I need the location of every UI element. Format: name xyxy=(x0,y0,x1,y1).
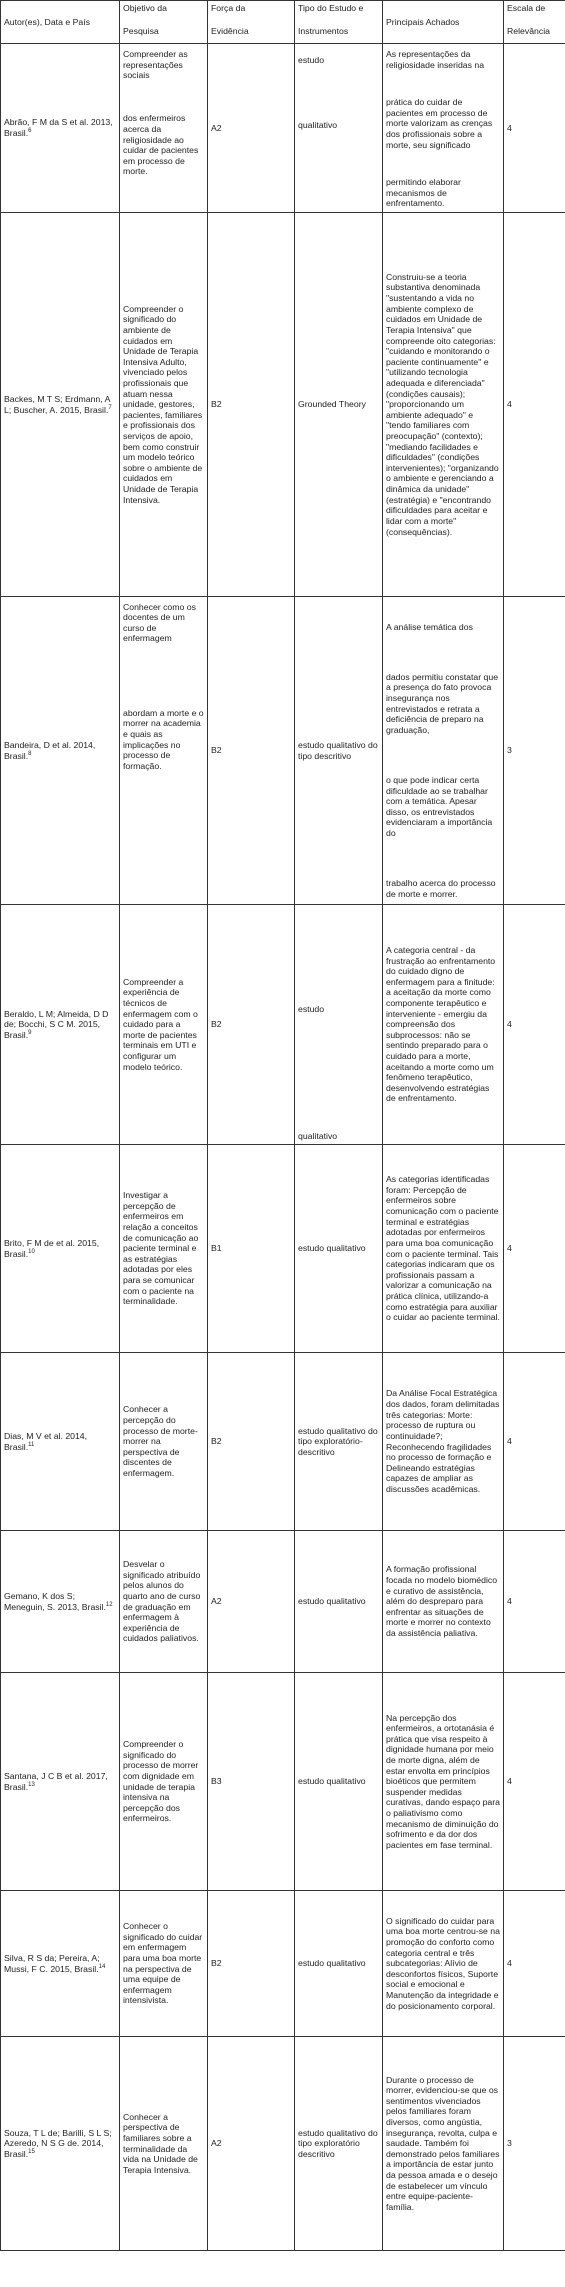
evidence-cell: B1 xyxy=(208,1145,295,1353)
type-cell: estudo qualitativo do tipo descritivo xyxy=(295,597,383,905)
type-cell: Grounded Theory xyxy=(295,213,383,597)
author-cell: Souza, T L de; Barilli, S L S; Azeredo, N S G de. 2014, Brasil.$^{15}$ xyxy=(1,2037,120,2251)
findings-cell: A formação profissional focada no modelo biomédico e curativo de assistência, além do despreparo para enfrentar as situações de morte e morrer no contexto da assistência paliativa. xyxy=(383,1531,504,1673)
header-scale: Escala de Relevância xyxy=(504,1,565,44)
table-row xyxy=(1,1145,565,1353)
table-row xyxy=(1,213,565,597)
author-cell: Santana, J C B et al. 2017, Brasil.$^{13}$ xyxy=(1,1673,120,1891)
scale-cell: 4 xyxy=(504,1891,565,2037)
objective-cell: Compreender o significado do ambiente de cuidados em Unidade de Terapia Intensiva Adulto, vivenciado pelos profissionais que atuam nessa unidade, gestores, pacientes, familiares e profissionais dos serviços de apoio, bem como construir um modelo teórico sobre o ambiente de cuidados em Unidade de Terapia Intensiva. xyxy=(120,213,208,597)
evidence-cell: B2 xyxy=(208,905,295,1145)
objective-cell: Compreender o significado do processo de morrer com dignidade em unidade de terapia intensiva na percepção dos enfermeiros. xyxy=(120,1673,208,1891)
author-cell: Silva, R S da; Pereira, A; Mussi, F C. 2015, Brasil.$^{14}$ xyxy=(1,1891,120,2037)
type-cell: estudo qualitativo xyxy=(295,1891,383,2037)
table-row xyxy=(1,1353,565,1531)
objective-cell: Conhecer a percepção do processo de morte-morrer na perspectiva de discentes de enfermagem. xyxy=(120,1353,208,1531)
author-cell: Dias, M V et al. 2014, Brasil.$^{11}$ xyxy=(1,1353,120,1531)
objective-cell: Compreender a experiência de técnicos de enfermagem com o cuidado para a morte de pacientes terminais em UTI e configurar um modelo teórico. xyxy=(120,905,208,1145)
table-row xyxy=(1,1531,565,1673)
author-cell: Gemano, K dos S; Meneguin, S. 2013, Brasil.$^{12}$ xyxy=(1,1531,120,1673)
evidence-cell: B2 xyxy=(208,597,295,905)
objective-cell: Desvelar o significado atribuído pelos alunos do quarto ano de curso de graduação em enfermagem à experiência de cuidados paliativos. xyxy=(120,1531,208,1673)
findings-cell: As categorias identificadas foram: Percepção de enfermeiros sobre comunicação com o paciente terminal e estratégias adotadas por enfermeiros para uma boa comunicação com o paciente terminal. Tais categorias indicaram que os profissionais passam a valorizar a comunicação na prática clínica, utilizando-a como estratégia para auxiliar o cuidar ao paciente terminal. xyxy=(383,1145,504,1353)
findings-cell: Na percepção dos enfermeiros, a ortotanásia é prática que visa respeito à dignidade humana por meio de morte digna, além de estar envolta em princípios bioéticos que permitem suspender medidas curativas, dando espaço para o paliativismo como mecanismo de diminuição do sofrimento e da dor dos pacientes em fase terminal. xyxy=(383,1673,504,1891)
table-row xyxy=(1,1673,565,1891)
table-row xyxy=(1,2037,565,2251)
scale-cell: 4 xyxy=(504,213,565,597)
findings-cell: Da Análise Focal Estratégica dos dados, foram delimitadas três categorias: Morte: processo de ruptura ou continuidade?; Reconhecendo fragilidades no processo de formação e Delineando estratégias capazes de ampliar as discussões acadêmicas. xyxy=(383,1353,504,1531)
type-cell: estudo qualitativo xyxy=(295,1531,383,1673)
scale-cell: 3 xyxy=(504,2037,565,2251)
objective-cell: Conhecer a perspectiva de familiares sobre a terminalidade da vida na Unidade de Terapia Intensiva. xyxy=(120,2037,208,2251)
type-cell: estudo qualitativo xyxy=(295,1145,383,1353)
header-objective: Objetivo da Pesquisa xyxy=(120,1,208,44)
findings-cell: Construiu-se a teoria substantiva denominada "sustentando a vida no ambiente complexo de cuidados em Unidade de Terapia Intensiva" que compreende oito categorias: "cuidando e monitorando o paciente continuamente" e "utilizando tecnologia adequada e diferenciada" (condições causais); "proporcionando um ambiente adequado" e "tendo familiares com preocupação" (contexto); "mediando facilidades e dificuldades" (condições intervenientes); "organizando o ambiente e gerenciando a dinâmica da unidade" (estratégia) e "encontrando dificuldades para aceitar e lidar com a morte" (consequências). xyxy=(383,213,504,597)
scale-cell: 4 xyxy=(504,1673,565,1891)
author-cell: Backes, M T S; Erdmann, A L; Buscher, A. 2015, Brasil.$^7$ xyxy=(1,213,120,597)
scale-cell: 4 xyxy=(504,905,565,1145)
findings-cell: A categoria central - da frustração ao enfrentamento do cuidado digno de enfermagem para a finitude: a aceitação da morte como componente terapêutico e interveniente - emergiu da compreensão dos subprocessos: não se sentindo preparado para o cuidado para a morte, aceitando a morte como um fenômeno terapêutico, desenvolvendo estratégias de enfrentamento. xyxy=(383,905,504,1145)
evidence-cell: B3 xyxy=(208,1673,295,1891)
author-cell: Abrão, F M da S et al. 2013, Brasil.$^6$ xyxy=(1,44,120,213)
type-cell: estudo qualitativo do tipo exploratório descritivo xyxy=(295,2037,383,2251)
evidence-cell: A2 xyxy=(208,1531,295,1673)
header-findings: Principais Achados xyxy=(383,1,504,44)
scale-cell: 4 xyxy=(504,44,565,213)
scale-cell: 3 xyxy=(504,597,565,905)
evidence-cell: B2 xyxy=(208,213,295,597)
scale-cell: 4 xyxy=(504,1531,565,1673)
findings-cell: O significado do cuidar para uma boa morte centrou-se na promoção do conforto como categoria central e três subcategorias: Alívio de desconfortos físicos, Suporte social e emocional e Manutenção da integridade e do posicionamento corporal. xyxy=(383,1891,504,2037)
objective-cell: Investigar a percepção de enfermeiros em relação a conceitos de comunicação ao paciente terminal e as estratégias adotadas por eles para se comunicar com o paciente na terminalidade. xyxy=(120,1145,208,1353)
author-cell: Bandeira, D et al. 2014, Brasil.$^8$ xyxy=(1,597,120,905)
objective-cell: Compreender as representações sociais dos enfermeiros acerca da religiosidade ao cuidar de pacientes em processo de morte. xyxy=(120,44,208,213)
findings-cell: Durante o processo de morrer, evidenciou-se que os sentimentos vivenciados pelos familiares foram diversos, como angústia, insegurança, revolta, culpa e saudade. Também foi demonstrado pelos familiares a importância de estar junto da pessoa amada e o desejo de estabelecer um vínculo entre equipe-paciente-família. xyxy=(383,2037,504,2251)
author-cell: Beraldo, L M; Almeida, D D de; Bocchi, S C M. 2015, Brasil.$^9$ xyxy=(1,905,120,1145)
evidence-cell: B2 xyxy=(208,1891,295,2037)
findings-cell: A análise temática dos dados permitiu constatar que a presença do fato provoca insegurança nos entrevistados e retrata a deficiência de preparo na graduação, o que pode indicar certa dificuldade ao se trabalhar com a temática. Apesar disso, os entrevistados evidenciaram a importância do trabalho acerca do processo de morte e morrer. xyxy=(383,597,504,905)
header-evidence: Força da Evidência xyxy=(208,1,295,44)
scale-cell: 4 xyxy=(504,1353,565,1531)
evidence-cell: A2 xyxy=(208,2037,295,2251)
type-cell: estudo qualitativo xyxy=(295,1673,383,1891)
type-cell: estudo qualitativo do tipo exploratório-descritivo xyxy=(295,1353,383,1531)
table-row xyxy=(1,1891,565,2037)
findings-cell: As representações da religiosidade inseridas na prática do cuidar de pacientes em processo de morte valorizam as crenças dos profissionais sobre a morte, seu significado permitindo elaborar mecanismos de enfrentamento. xyxy=(383,44,504,213)
header-study-type: Tipo do Estudo e Instrumentos xyxy=(295,1,383,44)
evidence-cell: A2 xyxy=(208,44,295,213)
type-cell: estudo qualitativo xyxy=(295,44,383,213)
header-author: Autor(es), Data e País xyxy=(1,1,120,44)
scale-cell: 4 xyxy=(504,1145,565,1353)
header-row xyxy=(1,1,565,44)
table-row xyxy=(1,597,565,905)
author-cell: Brito, F M de et al. 2015, Brasil.$^{10}$ xyxy=(1,1145,120,1353)
type-cell: estudo qualitativo xyxy=(295,905,383,1145)
table-row xyxy=(1,44,565,213)
table-row xyxy=(1,905,565,1145)
objective-cell: Conhecer o significado do cuidar em enfermagem para uma boa morte na perspectiva de uma equipe de enfermagem intensivista. xyxy=(120,1891,208,2037)
evidence-cell: B2 xyxy=(208,1353,295,1531)
objective-cell: Conhecer como os docentes de um curso de enfermagem abordam a morte e o morrer na academia e quais as implicações no processo de formação. xyxy=(120,597,208,905)
